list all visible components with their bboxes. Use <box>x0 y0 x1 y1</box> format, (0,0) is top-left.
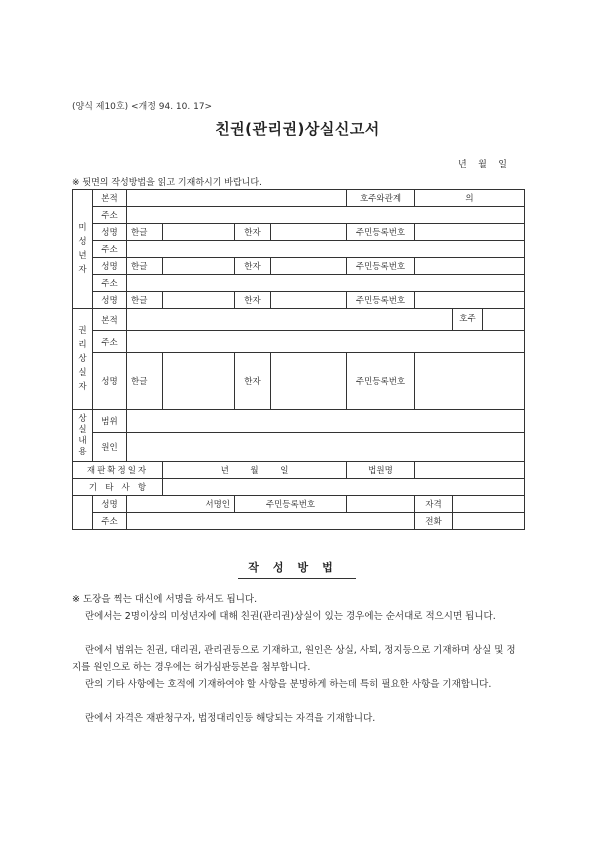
minor2-address-label: 주소 <box>93 241 127 258</box>
other-items-field[interactable] <box>163 479 525 496</box>
content-section-label: 상실내용 <box>73 410 93 462</box>
form-number: (양식 제10호) <개정 94. 10. 17> <box>72 102 213 112</box>
lost-bonjeok-label: 본적 <box>93 309 127 331</box>
minor2-address-field[interactable] <box>127 241 525 258</box>
scope-label: 범위 <box>93 410 127 433</box>
lost-name-hanja-label: 한자 <box>235 353 271 410</box>
minor2-name-hangeul-label: 한글 <box>127 258 163 275</box>
lost-name-label: 성명 <box>93 353 127 410</box>
minor2-name-hanja-field[interactable] <box>271 258 347 275</box>
minor3-resident-no-label: 주민등록번호 <box>347 292 415 309</box>
lost-hoju-label: 호주 <box>453 309 483 330</box>
court-name-field[interactable] <box>415 462 525 479</box>
minor-name-label: 성명 <box>93 224 127 241</box>
reporter-name-label: 성명 <box>93 496 127 513</box>
lost-resident-no-label: 주민등록번호 <box>347 353 415 410</box>
minor-bonjeok-field[interactable] <box>127 190 347 207</box>
lost-address-label: 주소 <box>93 331 127 353</box>
minor3-address-label: 주소 <box>93 275 127 292</box>
reporter-address-field[interactable] <box>127 513 415 530</box>
minor-resident-no-field[interactable] <box>415 224 525 241</box>
minor-section-label: 미성년자 <box>73 190 93 309</box>
minor3-name-hangeul-field[interactable] <box>163 292 235 309</box>
minor-name-hangeul-label: 한글 <box>127 224 163 241</box>
minor-name-hanja-field[interactable] <box>271 224 347 241</box>
reporter-qualification-field[interactable] <box>453 496 525 513</box>
reading-note: ※ 뒷면의 작성방법을 읽고 기재하시기 바랍니다. <box>72 178 262 188</box>
lost-name-hangeul-field[interactable] <box>163 353 235 410</box>
instruction-1: ※ 도장을 찍는 대신에 서명을 하셔도 됩니다. <box>72 594 258 605</box>
hoju-relation-field[interactable]: 의 <box>415 190 525 207</box>
minor-name-hanja-label: 한자 <box>235 224 271 241</box>
minor-bonjeok-label: 본적 <box>93 190 127 207</box>
minor3-name-label: 성명 <box>93 292 127 309</box>
lost-hoju-cell <box>453 309 525 331</box>
minor-address-field[interactable] <box>127 207 525 224</box>
reporter-resident-no-field[interactable] <box>347 496 415 513</box>
court-name-label: 법원명 <box>347 462 415 479</box>
cause-field[interactable] <box>127 433 525 462</box>
report-date: 년 월 일 <box>458 160 507 170</box>
other-items-label: 기 타 사 항 <box>73 479 163 496</box>
lost-bonjeok-field[interactable] <box>127 309 453 331</box>
instruction-4: 란의 기타 사항에는 호적에 기재하여야 할 사항을 분명하게 하는데 특히 필요한 사항을 기재합니다. <box>85 679 492 690</box>
minor2-resident-no-label: 주민등록번호 <box>347 258 415 275</box>
minor3-address-field[interactable] <box>127 275 525 292</box>
minor-name-hangeul-field[interactable] <box>163 224 235 241</box>
minor2-name-hanja-label: 한자 <box>235 258 271 275</box>
lost-resident-no-field[interactable] <box>415 353 525 410</box>
reporter-resident-no-label: 주민등록번호 <box>235 496 347 513</box>
reporter-phone-label: 전화 <box>415 513 453 530</box>
report-form-table <box>72 189 525 530</box>
verdict-date-label: 재판확정일자 <box>73 462 163 479</box>
minor-address-label: 주소 <box>93 207 127 224</box>
instructions-title-underline <box>238 578 356 579</box>
verdict-date-field[interactable]: 년 월 일 <box>163 462 347 479</box>
lost-name-hanja-field[interactable] <box>271 353 347 410</box>
lost-name-hangeul-label: 한글 <box>127 353 163 410</box>
minor3-name-hanja-field[interactable] <box>271 292 347 309</box>
minor3-name-hangeul-label: 한글 <box>127 292 163 309</box>
lost-section-label: 권리상실자 <box>73 309 93 410</box>
reporter-phone-field[interactable] <box>453 513 525 530</box>
minor2-name-hangeul-field[interactable] <box>163 258 235 275</box>
instructions-title: 작성방법 <box>248 561 347 574</box>
reporter-name-field[interactable]: 서명인 <box>127 496 235 513</box>
reporter-qualification-label: 자격 <box>415 496 453 513</box>
scope-field[interactable] <box>127 410 525 433</box>
minor-resident-no-label: 주민등록번호 <box>347 224 415 241</box>
minor3-resident-no-field[interactable] <box>415 292 525 309</box>
minor2-resident-no-field[interactable] <box>415 258 525 275</box>
reporter-section-label <box>73 496 93 530</box>
minor3-name-hanja-label: 한자 <box>235 292 271 309</box>
page-title: 친권(관리권)상실신고서 <box>215 120 380 138</box>
instruction-5: 란에서 자격은 재판청구자, 법정대리인등 해당되는 자격을 기재합니다. <box>85 713 376 724</box>
hoju-relation-label: 호주와관계 <box>347 190 415 207</box>
reporter-address-label: 주소 <box>93 513 127 530</box>
instruction-3: 란에서 범위는 친권, 대리권, 관리권등으로 기재하고, 원인은 상실, 사퇴, 정지등으로 기재하며 상실 및 정지를 원인으로 하는 경우에는 허가심판등본을 첨부합니다. <box>72 645 516 673</box>
instruction-2: 란에서는 2명이상의 미성년자에 대해 친권(관리권)상실이 있는 경우에는 순서대로 적으시면 됩니다. <box>85 611 496 622</box>
cause-label: 원인 <box>93 433 127 462</box>
lost-address-field[interactable] <box>127 331 525 353</box>
minor2-name-label: 성명 <box>93 258 127 275</box>
